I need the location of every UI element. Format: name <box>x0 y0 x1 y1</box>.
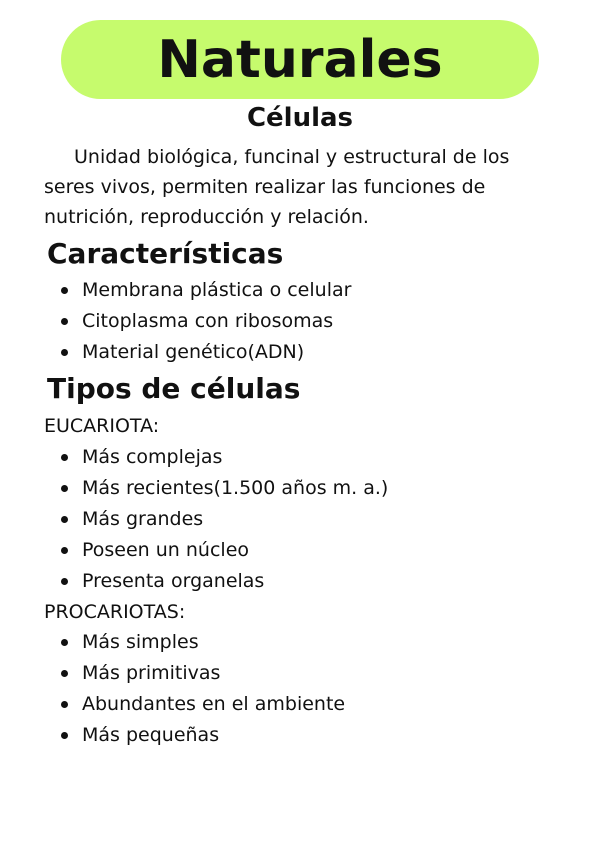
eukaryote-list <box>55 442 388 597</box>
list-item: Más pequeñas <box>55 720 345 751</box>
bullet-icon <box>61 287 68 294</box>
list-item: Más grandes <box>55 504 388 535</box>
list-item: Más complejas <box>55 442 388 473</box>
prokaryote-list <box>55 627 345 751</box>
bullet-icon <box>61 578 68 585</box>
list-item: Más simples <box>55 627 345 658</box>
list-item: Material genético(ADN) <box>55 337 351 368</box>
bullet-icon <box>61 732 68 739</box>
bullet-icon <box>61 670 68 677</box>
cell-types-heading: Tipos de células <box>47 372 301 405</box>
prokaryote-label: PROCARIOTAS: <box>44 601 186 623</box>
bullet-icon <box>61 318 68 325</box>
list-item: Más primitivas <box>55 658 345 689</box>
bullet-icon <box>61 701 68 708</box>
list-item: Citoplasma con ribosomas <box>55 306 351 337</box>
list-item: Presenta organelas <box>55 566 388 597</box>
bullet-icon <box>61 547 68 554</box>
list-item: Membrana plástica o celular <box>55 275 351 306</box>
topic-title: Células <box>246 103 354 133</box>
list-item: Abundantes en el ambiente <box>55 689 345 720</box>
list-item: Poseen un núcleo <box>55 535 388 566</box>
title-banner <box>61 20 539 99</box>
bullet-icon <box>61 516 68 523</box>
intro-paragraph: Unidad biológica, funcinal y estructural de los seres vivos, permiten realizar las funciones de nutrición, reproducción y relación. <box>44 146 510 228</box>
bullet-icon <box>61 349 68 356</box>
eukaryote-label: EUCARIOTA: <box>44 415 160 437</box>
bullet-icon <box>61 454 68 461</box>
list-item: Más recientes(1.500 años m. a.) <box>55 473 388 504</box>
bullet-icon <box>61 485 68 492</box>
bullet-icon <box>61 639 68 646</box>
page-title: Naturales <box>157 29 443 90</box>
characteristics-heading: Características <box>47 237 284 270</box>
characteristics-list <box>55 275 351 368</box>
